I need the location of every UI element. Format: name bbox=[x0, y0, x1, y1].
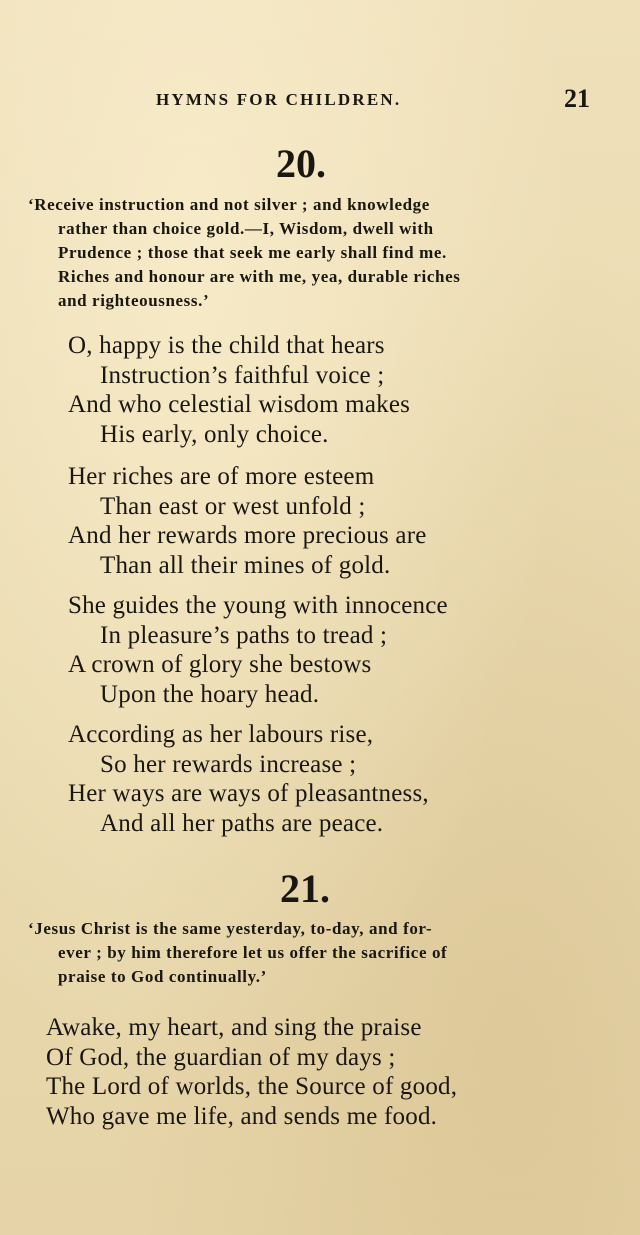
epigraph-line: ever ; by him therefore let us offer the sacrifice of bbox=[58, 943, 448, 962]
epigraph-line: praise to God continually.’ bbox=[58, 967, 267, 986]
verse-line: According as her labours rise, bbox=[68, 721, 374, 748]
verse-line: A crown of glory she bestows bbox=[68, 651, 372, 678]
verse-line: Awake, my heart, and sing the praise bbox=[46, 1014, 422, 1041]
verse-line: She guides the young with innocence bbox=[68, 592, 448, 619]
hymn-epigraph bbox=[28, 917, 447, 989]
verse-line: The Lord of worlds, the Source of good, bbox=[46, 1073, 458, 1100]
stanza bbox=[68, 591, 448, 709]
verse-line: And who celestial wisdom makes bbox=[68, 391, 411, 418]
verse-line: His early, only choice. bbox=[100, 420, 329, 448]
verse-line: Than east or west unfold ; bbox=[100, 492, 366, 520]
running-title: HYMNS FOR CHILDREN. bbox=[156, 90, 402, 109]
verse-line: Her ways are ways of pleasantness, bbox=[68, 780, 429, 807]
verse-line: Of God, the guardian of my days ; bbox=[46, 1043, 396, 1071]
stanza bbox=[68, 331, 410, 449]
verse-line: Than all their mines of gold. bbox=[100, 551, 391, 579]
verse-line: And all her paths are peace. bbox=[100, 809, 384, 837]
epigraph-line: ‘Receive instruction and not silver ; and knowledge bbox=[28, 195, 430, 214]
stanza bbox=[68, 462, 427, 580]
hymn-number: 21. bbox=[280, 866, 330, 911]
verse-line: In pleasure’s paths to tread ; bbox=[100, 621, 388, 649]
hymn-epigraph bbox=[28, 193, 460, 313]
verse-line: O, happy is the child that hears bbox=[68, 332, 385, 359]
stanza bbox=[46, 1013, 457, 1131]
epigraph-line: rather than choice gold.—I, Wisdom, dwell with bbox=[58, 219, 434, 238]
page-number: 21 bbox=[564, 84, 590, 113]
page-header bbox=[0, 86, 640, 116]
verse-line: So her rewards increase ; bbox=[100, 750, 357, 778]
stanza bbox=[68, 720, 429, 838]
hymn-number: 20. bbox=[276, 141, 326, 186]
verse-line: Who gave me life, and sends me food. bbox=[46, 1102, 438, 1130]
verse-line: And her rewards more precious are bbox=[68, 522, 427, 549]
epigraph-line: Riches and honour are with me, yea, durable riches bbox=[58, 267, 461, 286]
epigraph-line: Prudence ; those that seek me early shall find me. bbox=[58, 243, 447, 262]
epigraph-line: ‘Jesus Christ is the same yesterday, to-day, and for- bbox=[28, 919, 433, 938]
verse-line: Her riches are of more esteem bbox=[68, 463, 375, 490]
verse-line: Instruction’s faithful voice ; bbox=[100, 361, 385, 389]
epigraph-line: and righteousness.’ bbox=[58, 291, 210, 310]
verse-line: Upon the hoary head. bbox=[100, 680, 320, 708]
